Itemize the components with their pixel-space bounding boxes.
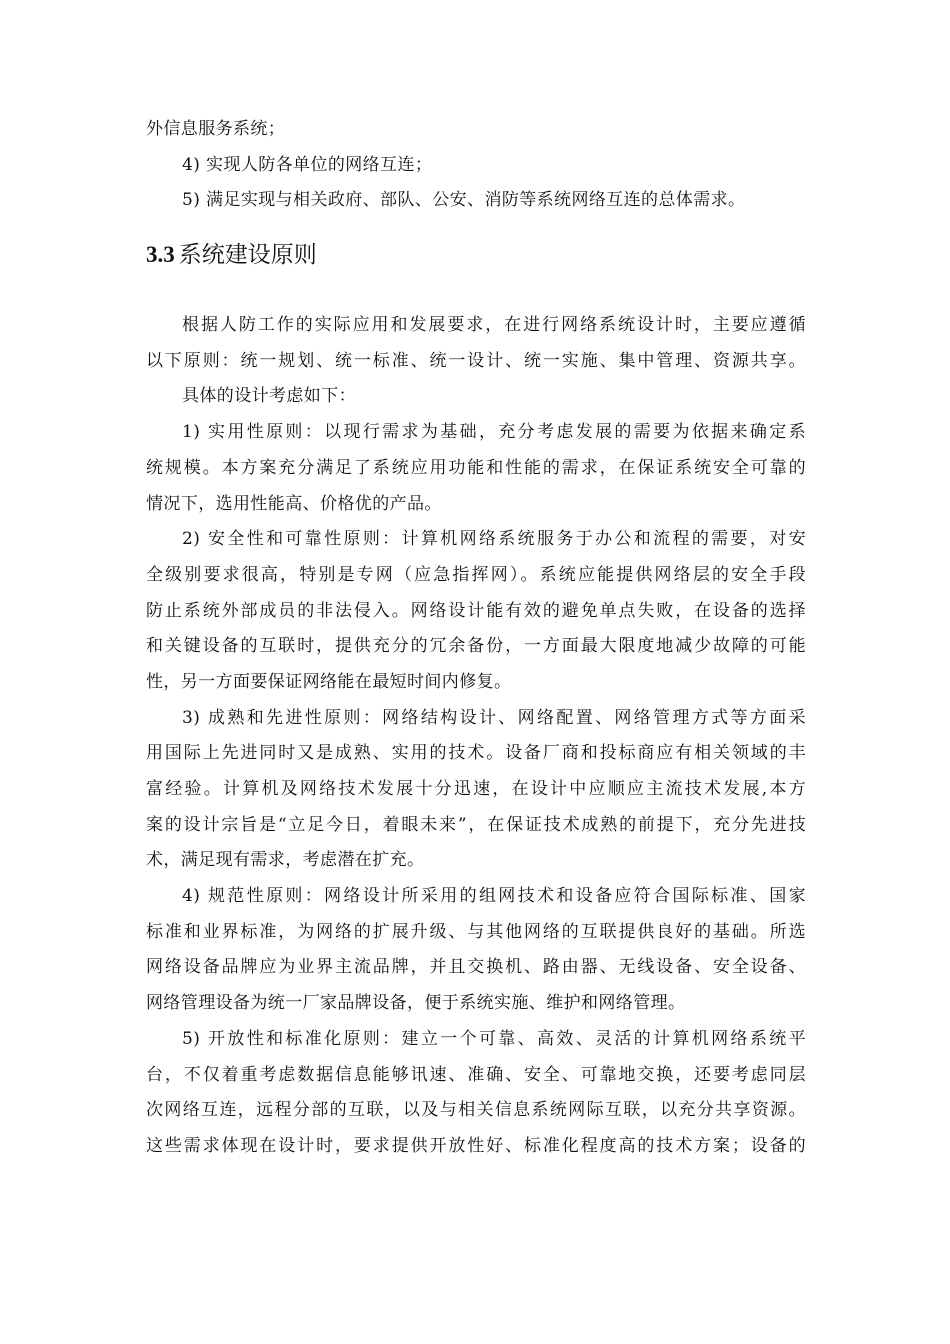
list-item: 4) 实现人防各单位的网络互连； [182, 154, 433, 175]
principle-line: 次网络互连，远程分部的互联，以及与相关信息系统网际互联，以充分共享资源。 [146, 1100, 806, 1121]
principle-line: 2) 安全性和可靠性原则：计算机网络系统服务于办公和流程的需要，对安 [182, 529, 806, 550]
principle-line: 网络设备品牌应为业界主流品牌，并且交换机、路由器、无线设备、安全设备、 [146, 957, 806, 978]
list-item: 5) 满足实现与相关政府、部队、公安、消防等系统网络互连的总体需求。 [182, 190, 746, 211]
principle-line: 富经验。计算机及网络技术发展十分迅速，在设计中应顺应主流技术发展,本方 [146, 779, 806, 799]
principle-line: 全级别要求很高，特别是专网（应急指挥网）。系统应能提供网络层的安全手段 [146, 564, 806, 585]
principle-line: 4) 规范性原则：网络设计所采用的组网技术和设备应符合国际标准、国家 [182, 886, 806, 907]
principle-line: 台，不仅着重考虑数据信息能够讯速、准确、安全、可靠地交换，还要考虑同层 [146, 1064, 806, 1085]
section-title: 系统建设原则 [178, 242, 317, 269]
document-page [146, 112, 806, 1165]
principle-line: 标准和业界标准，为网络的扩展升级、与其他网络的互联提供良好的基础。所选 [146, 921, 806, 942]
principle-line: 防止系统外部成员的非法侵入。网络设计能有效的避免单点失败，在设备的选择 [146, 600, 806, 621]
paragraph-line: 具体的设计考虑如下： [182, 386, 356, 407]
principle-line: 这些需求体现在设计时，要求提供开放性好、标准化程度高的技术方案；设备的 [146, 1135, 806, 1156]
principle-line: 案的设计宗旨是“立足今日，着眼未来”，在保证技术成熟的前提下，充分先进技 [146, 814, 806, 835]
paragraph-line: 外信息服务系统； [146, 119, 286, 139]
section-number: 3.3 [146, 242, 175, 268]
previous-section-continuation [146, 112, 806, 219]
paragraph-line: 以下原则：统一规划、统一标准、统一设计、统一实施、集中管理、资源共享。 [146, 350, 806, 371]
principle-line: 网络管理设备为统一厂家品牌设备，便于系统实施、维护和网络管理。 [146, 993, 686, 1014]
principle-line: 术，满足现有需求，考虑潜在扩充。 [146, 850, 425, 871]
principle-line: 5) 开放性和标准化原则：建立一个可靠、高效、灵活的计算机网络系统平 [182, 1028, 806, 1049]
principle-line: 统规模。本方案充分满足了系统应用功能和性能的需求，在保证系统安全可靠的 [146, 457, 806, 478]
principle-line: 和关键设备的互联时，提供充分的冗余备份，一方面最大限度地减少故障的可能 [146, 636, 806, 657]
principle-line: 用国际上先进同时又是成熟、实用的技术。设备厂商和投标商应有相关领域的丰 [146, 743, 806, 764]
principle-line: 3) 成熟和先进性原则：网络结构设计、网络配置、网络管理方式等方面采 [182, 707, 806, 728]
principle-line: 1) 实用性原则：以现行需求为基础，充分考虑发展的需要为依据来确定系 [182, 422, 806, 443]
principle-line: 性，另一方面要保证网络能在最短时间内修复。 [146, 671, 512, 692]
section-body [146, 308, 806, 1165]
principle-line: 情况下，选用性能高、价格优的产品。 [146, 493, 442, 514]
paragraph-line: 根据人防工作的实际应用和发展要求，在进行网络系统设计时，主要应遵循 [182, 315, 806, 336]
section-heading [146, 240, 806, 270]
